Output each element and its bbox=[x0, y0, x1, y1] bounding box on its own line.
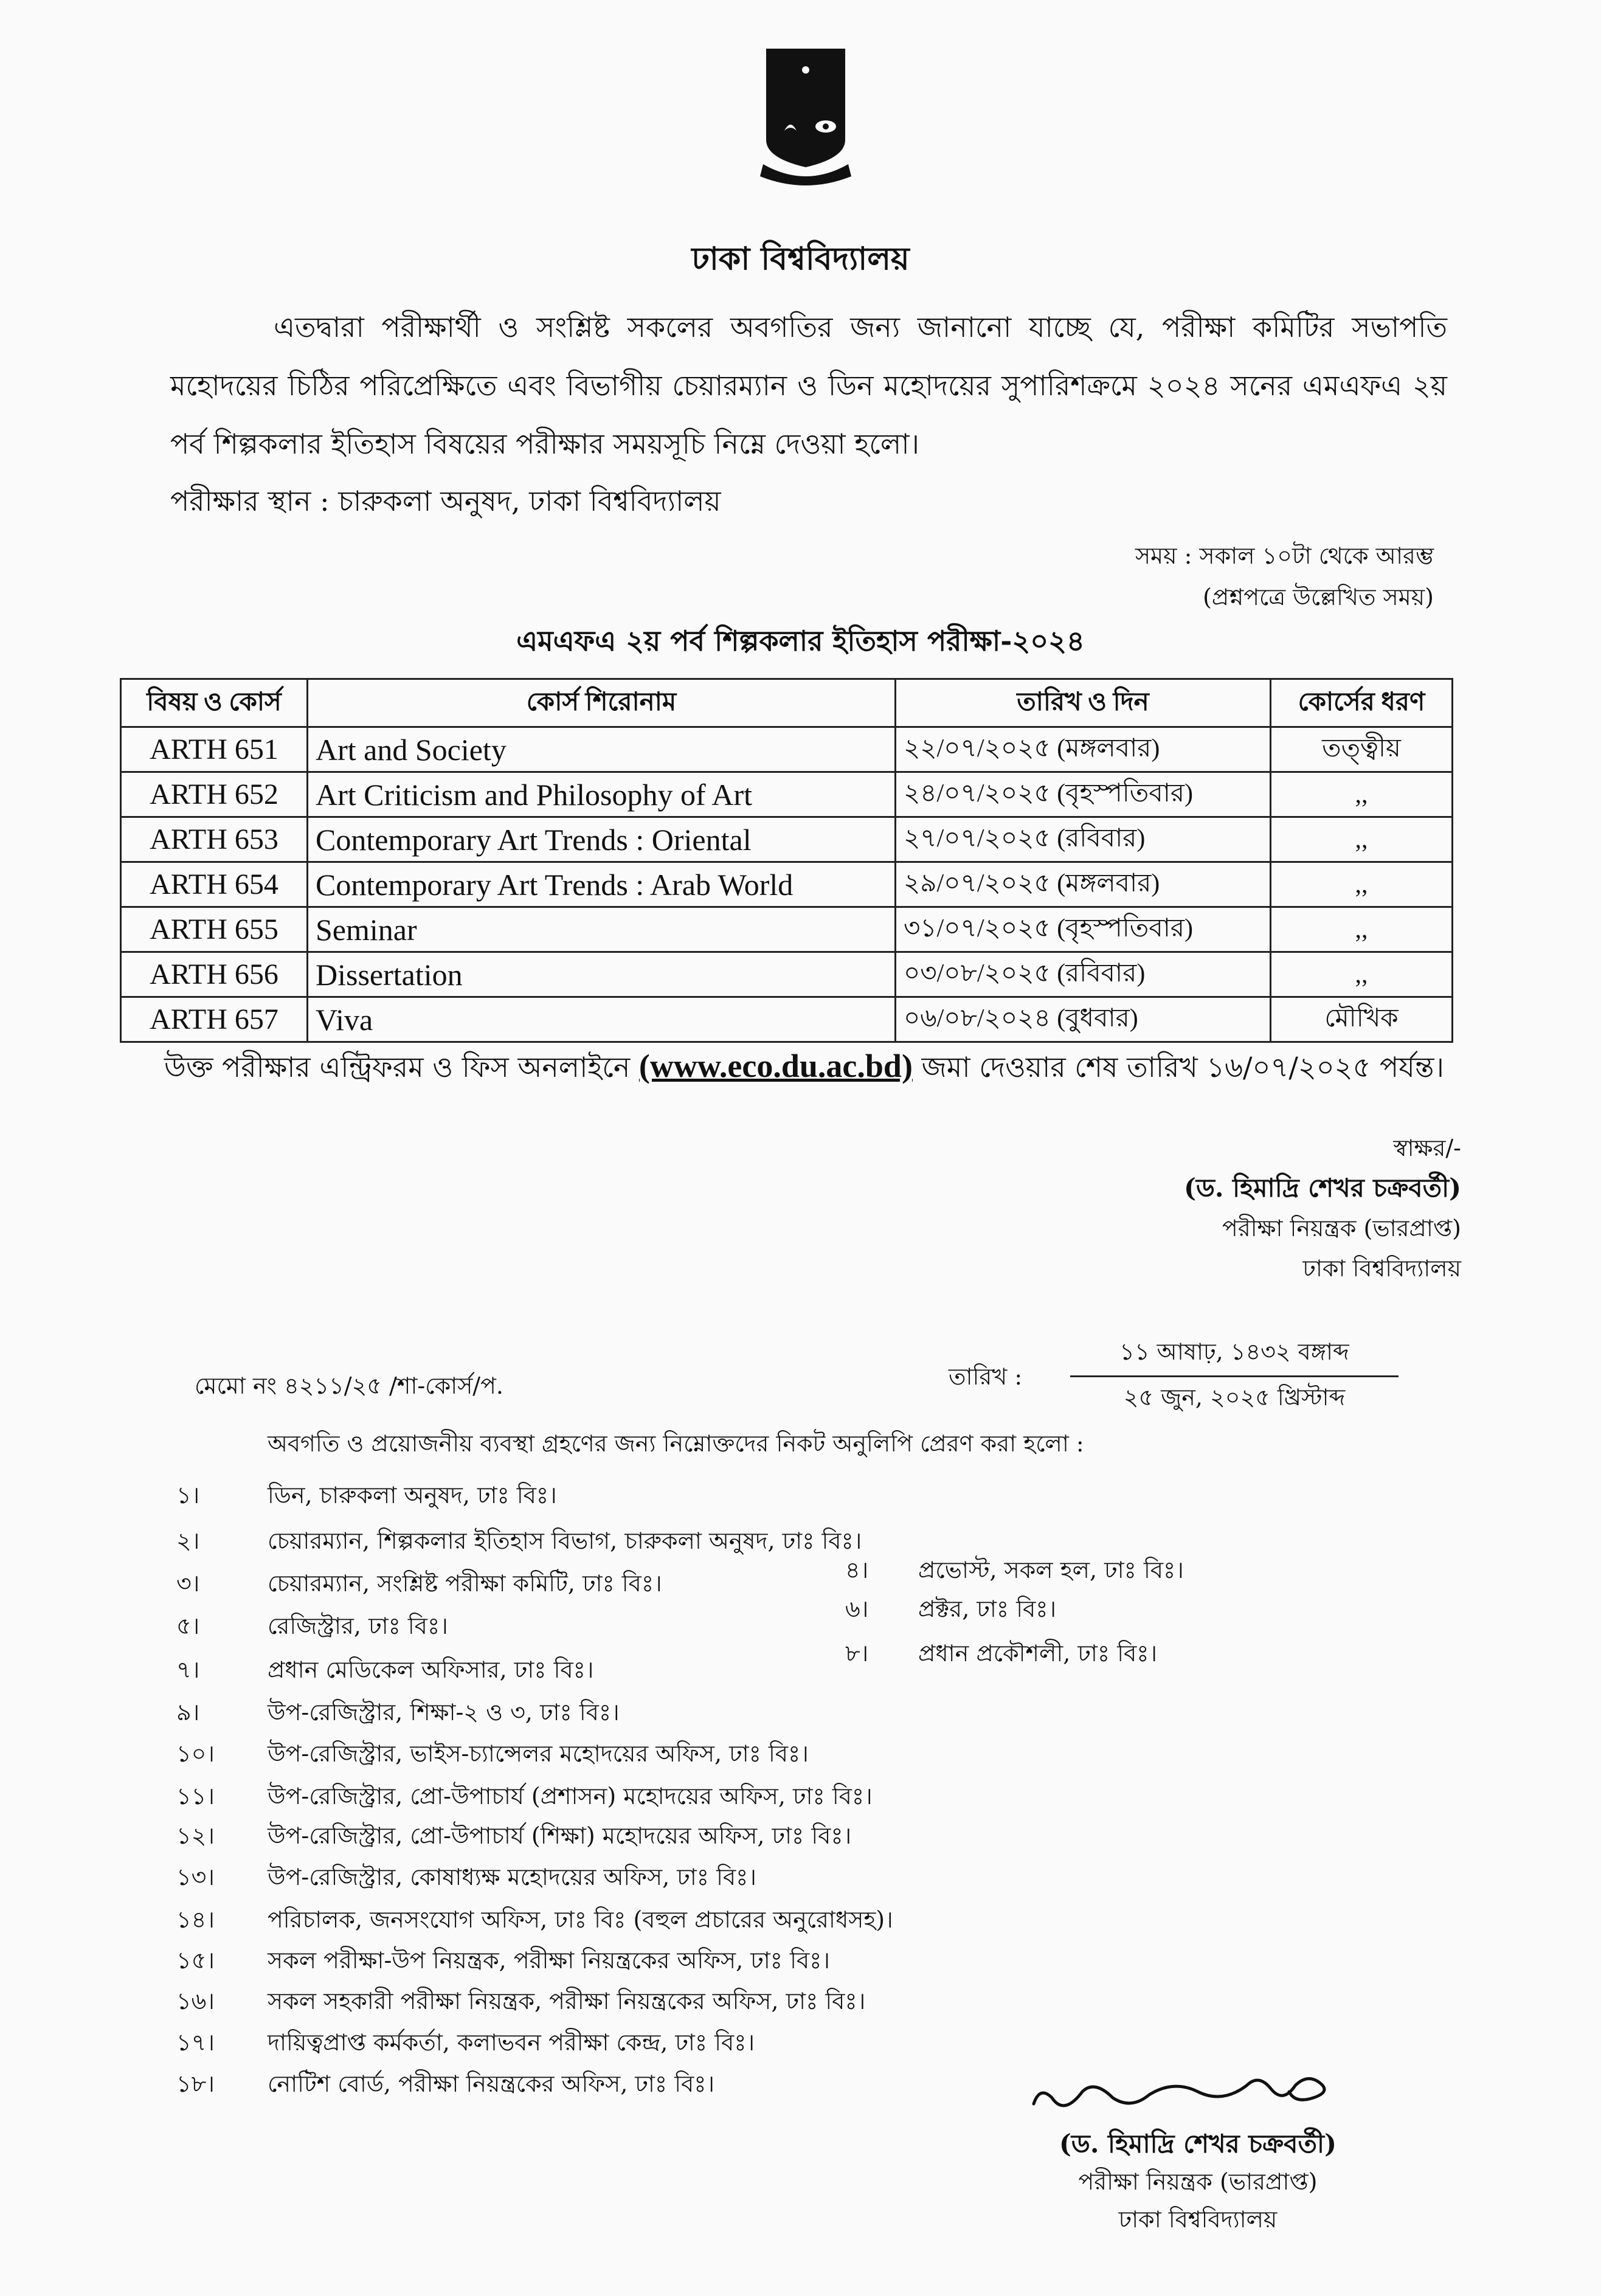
date-english: ২৫ জুন, ২০২৫ খ্রিস্টাব্দ bbox=[1123, 1384, 1346, 1411]
list-item: ১। ডিন, চারুকলা অনুষদ, ঢাঃ বিঃ। bbox=[176, 1482, 557, 1509]
submission-deadline bbox=[164, 1041, 1453, 1092]
list-item: ৫। রেজিস্ট্রার, ঢাঃ বিঃ। bbox=[176, 1613, 448, 1639]
header-course-title: কোর্স শিরোনাম bbox=[308, 679, 896, 727]
notice-paragraph: এতদ্বারা পরীক্ষার্থী ও সংশ্লিষ্ট সকলের অবগতির জন্য জানানো যাচ্ছে যে, পরীক্ষা কমিটির সভাপতি মহোদয়ের চিঠির পরিপ্রেক্ষিতে এবং বিভাগীয় চেয়ারম্যান ও ডিন মহোদয়ের সুপারিশক্রমে ২০২৪ সনের এমএফএ ২য় পর্ব শিল্পকলার ইতিহাস বিষয়ের পরীক্ষার সময়সূচি নিম্নে দেওয়া হলো। bbox=[170, 311, 1447, 460]
deadline-suffix: জমা দেওয়ার শেষ তারিখ ১৬/০৭/২০২৫ পর্যন্ত। bbox=[921, 1051, 1444, 1084]
table-row bbox=[121, 907, 1453, 952]
course-title: Seminar bbox=[308, 907, 896, 952]
exam-date: ৩১/০৭/২০২৫ (বৃহস্পতিবার) bbox=[896, 907, 1271, 952]
list-item: ১৭। দায়িত্বপ্রাপ্ত কর্মকর্তা, কলাভবন পরীক্ষা কেন্দ্র, ঢাঃ বিঃ। bbox=[176, 2029, 755, 2056]
signed-mark: স্বাক্ষর/- bbox=[1393, 1135, 1461, 1161]
memo-date bbox=[1070, 1332, 1399, 1421]
list-item: ২। চেয়ারম্যান, শিল্পকলার ইতিহাস বিভাগ, চারুকলা অনুষদ, ঢাঃ বিঃ। bbox=[176, 1527, 862, 1554]
table-row bbox=[121, 817, 1453, 862]
course-code: ARTH 652 bbox=[121, 772, 308, 817]
course-code: ARTH 655 bbox=[121, 907, 308, 952]
exam-venue: পরীক্ষার স্থান : চারুকলা অনুষদ, ঢাকা বিশ্ববিদ্যালয় bbox=[170, 485, 721, 517]
schedule-title: এমএফএ ২য় পর্ব শিল্পকলার ইতিহাস পরীক্ষা-২০২৪ bbox=[516, 624, 1085, 657]
course-title: Contemporary Art Trends : Oriental bbox=[308, 817, 896, 862]
table-header-row bbox=[121, 679, 1453, 727]
course-code: ARTH 654 bbox=[121, 862, 308, 907]
exam-time-start: সময় : সকাল ১০টা থেকে আরম্ভ bbox=[1135, 542, 1434, 569]
list-item: ৪। প্রভোস্ট, সকল হল, ঢাঃ বিঃ। bbox=[845, 1557, 1184, 1583]
course-title: Art Criticism and Philosophy of Art bbox=[308, 772, 896, 817]
memo-number: মেমো নং ৪২১১/২৫ /শা-কোর্স/প. bbox=[195, 1372, 503, 1399]
header-course-type: কোর্সের ধরণ bbox=[1271, 679, 1453, 727]
signature-block-top bbox=[1184, 1128, 1461, 1288]
list-item: ১৪। পরিচালক, জনসংযোগ অফিস, ঢাঃ বিঃ (বহুল প্রচারের অনুরোধসহ)। bbox=[176, 1906, 893, 1933]
exam-schedule-table bbox=[120, 678, 1453, 1043]
course-type: তত্ত্বীয় bbox=[1271, 727, 1453, 772]
course-title: Art and Society bbox=[308, 727, 896, 772]
list-item: ৮। প্রধান প্রকৌশলী, ঢাঃ বিঃ। bbox=[845, 1640, 1158, 1667]
list-item: ১০। উপ-রেজিস্ট্রার, ভাইস-চ্যান্সেলর মহোদয়ের অফিস, ঢাঃ বিঃ। bbox=[176, 1740, 809, 1767]
list-item: ৩। চেয়ারম্যান, সংশ্লিষ্ট পরীক্ষা কমিটি, ঢাঃ বিঃ। bbox=[176, 1570, 662, 1597]
list-item: ১২। উপ-রেজিস্ট্রার, প্রো-উপাচার্য (শিক্ষা) মহোদয়ের অফিস, ঢাঃ বিঃ। bbox=[176, 1822, 852, 1849]
table-row bbox=[121, 772, 1453, 817]
signatory-designation: পরীক্ষা নিয়ন্ত্রক (ভারপ্রাপ্ত) bbox=[1078, 2168, 1318, 2195]
course-code: ARTH 653 bbox=[121, 817, 308, 862]
course-type: ,, bbox=[1271, 907, 1453, 952]
exam-date: ২২/০৭/২০২৫ (মঙ্গলবার) bbox=[896, 727, 1271, 772]
handwritten-signature bbox=[1028, 2061, 1344, 2128]
exam-time bbox=[1135, 535, 1434, 618]
course-type: ,, bbox=[1271, 862, 1453, 907]
list-item: ১৩। উপ-রেজিস্ট্রার, কোষাধ্যক্ষ মহোদয়ের অফিস, ঢাঃ বিঃ। bbox=[176, 1864, 756, 1890]
table-row bbox=[121, 862, 1453, 907]
course-code: ARTH 657 bbox=[121, 997, 308, 1042]
course-code: ARTH 656 bbox=[121, 952, 308, 997]
course-title: Dissertation bbox=[308, 952, 896, 997]
exam-time-note: (প্রশ্নপত্রে উল্লেখিত সময়) bbox=[1203, 584, 1434, 610]
signatory-org: ঢাকা বিশ্ববিদ্যালয় bbox=[1302, 1255, 1461, 1282]
signatory-designation: পরীক্ষা নিয়ন্ত্রক (ভারপ্রাপ্ত) bbox=[1222, 1215, 1461, 1242]
exam-date: ২৯/০৭/২০২৫ (মঙ্গলবার) bbox=[896, 862, 1271, 907]
course-type: ,, bbox=[1271, 772, 1453, 817]
date-bangla: ১১ আষাঢ়, ১৪৩২ বঙ্গাব্দ bbox=[1070, 1332, 1399, 1377]
list-item: ৭। প্রধান মেডিকেল অফিসার, ঢাঃ বিঃ। bbox=[176, 1656, 594, 1683]
course-title: Contemporary Art Trends : Arab World bbox=[308, 862, 896, 907]
list-item: ১১। উপ-রেজিস্ট্রার, প্রো-উপাচার্য (প্রশাসন) মহোদয়ের অফিস, ঢাঃ বিঃ। bbox=[176, 1783, 873, 1810]
university-title: ঢাকা বিশ্ববিদ্যালয় bbox=[691, 240, 910, 277]
list-item: ১৬। সকল সহকারী পরীক্ষা নিয়ন্ত্রক, পরীক্ষা নিয়ন্ত্রকের অফিস, ঢাঃ বিঃ। bbox=[176, 1988, 866, 2014]
course-code: ARTH 651 bbox=[121, 727, 308, 772]
list-item: ১৫। সকল পরীক্ষা-উপ নিয়ন্ত্রক, পরীক্ষা নিয়ন্ত্রকের অফিস, ঢাঃ বিঃ। bbox=[176, 1947, 830, 1974]
table-row bbox=[121, 727, 1453, 772]
signatory-name: (ড. হিমাদ্রি শেখর চক্রবর্তী) bbox=[1184, 1173, 1461, 1203]
university-crest-logo bbox=[760, 49, 851, 188]
date-label: তারিখ : bbox=[949, 1363, 1023, 1390]
exam-date: ০৬/০৮/২০২৪ (বুধবার) bbox=[896, 997, 1271, 1042]
copy-intro: অবগতি ও প্রয়োজনীয় ব্যবস্থা গ্রহণের জন্য নিম্নোক্তদের নিকট অনুলিপি প্রেরণ করা হলো : bbox=[268, 1430, 1084, 1457]
header-date-day: তারিখ ও দিন bbox=[896, 679, 1271, 727]
course-type: ,, bbox=[1271, 817, 1453, 862]
list-item: ৯। উপ-রেজিস্ট্রার, শিক্ষা-২ ও ৩, ঢাঃ বিঃ। bbox=[176, 1699, 620, 1726]
header-course-code: বিষয় ও কোর্স bbox=[121, 679, 308, 727]
list-item: ৬। প্রক্টর, ঢাঃ বিঃ। bbox=[845, 1596, 1057, 1622]
signatory-name: (ড. হিমাদ্রি শেখর চক্রবর্তী) bbox=[1059, 2129, 1336, 2159]
table-row bbox=[121, 997, 1453, 1042]
exam-date: ২৪/০৭/২০২৫ (বৃহস্পতিবার) bbox=[896, 772, 1271, 817]
online-url-link[interactable]: (www.eco.du.ac.bd) bbox=[638, 1048, 913, 1084]
table-row bbox=[121, 952, 1453, 997]
course-type: মৌখিক bbox=[1271, 997, 1453, 1042]
signature-block-bottom bbox=[1046, 2125, 1350, 2238]
course-type: ,, bbox=[1271, 952, 1453, 997]
signatory-org: ঢাকা বিশ্ববিদ্যালয় bbox=[1118, 2206, 1278, 2233]
deadline-prefix: উক্ত পরীক্ষার এন্ট্রিফরম ও ফিস অনলাইনে bbox=[164, 1051, 631, 1084]
list-item: ১৮। নোটিশ বোর্ড, পরীক্ষা নিয়ন্ত্রকের অফিস, ঢাঃ বিঃ। bbox=[176, 2070, 715, 2097]
exam-date: ২৭/০৭/২০২৫ (রবিবার) bbox=[896, 817, 1271, 862]
exam-date: ০৩/০৮/২০২৫ (রবিবার) bbox=[896, 952, 1271, 997]
course-title: Viva bbox=[308, 997, 896, 1042]
